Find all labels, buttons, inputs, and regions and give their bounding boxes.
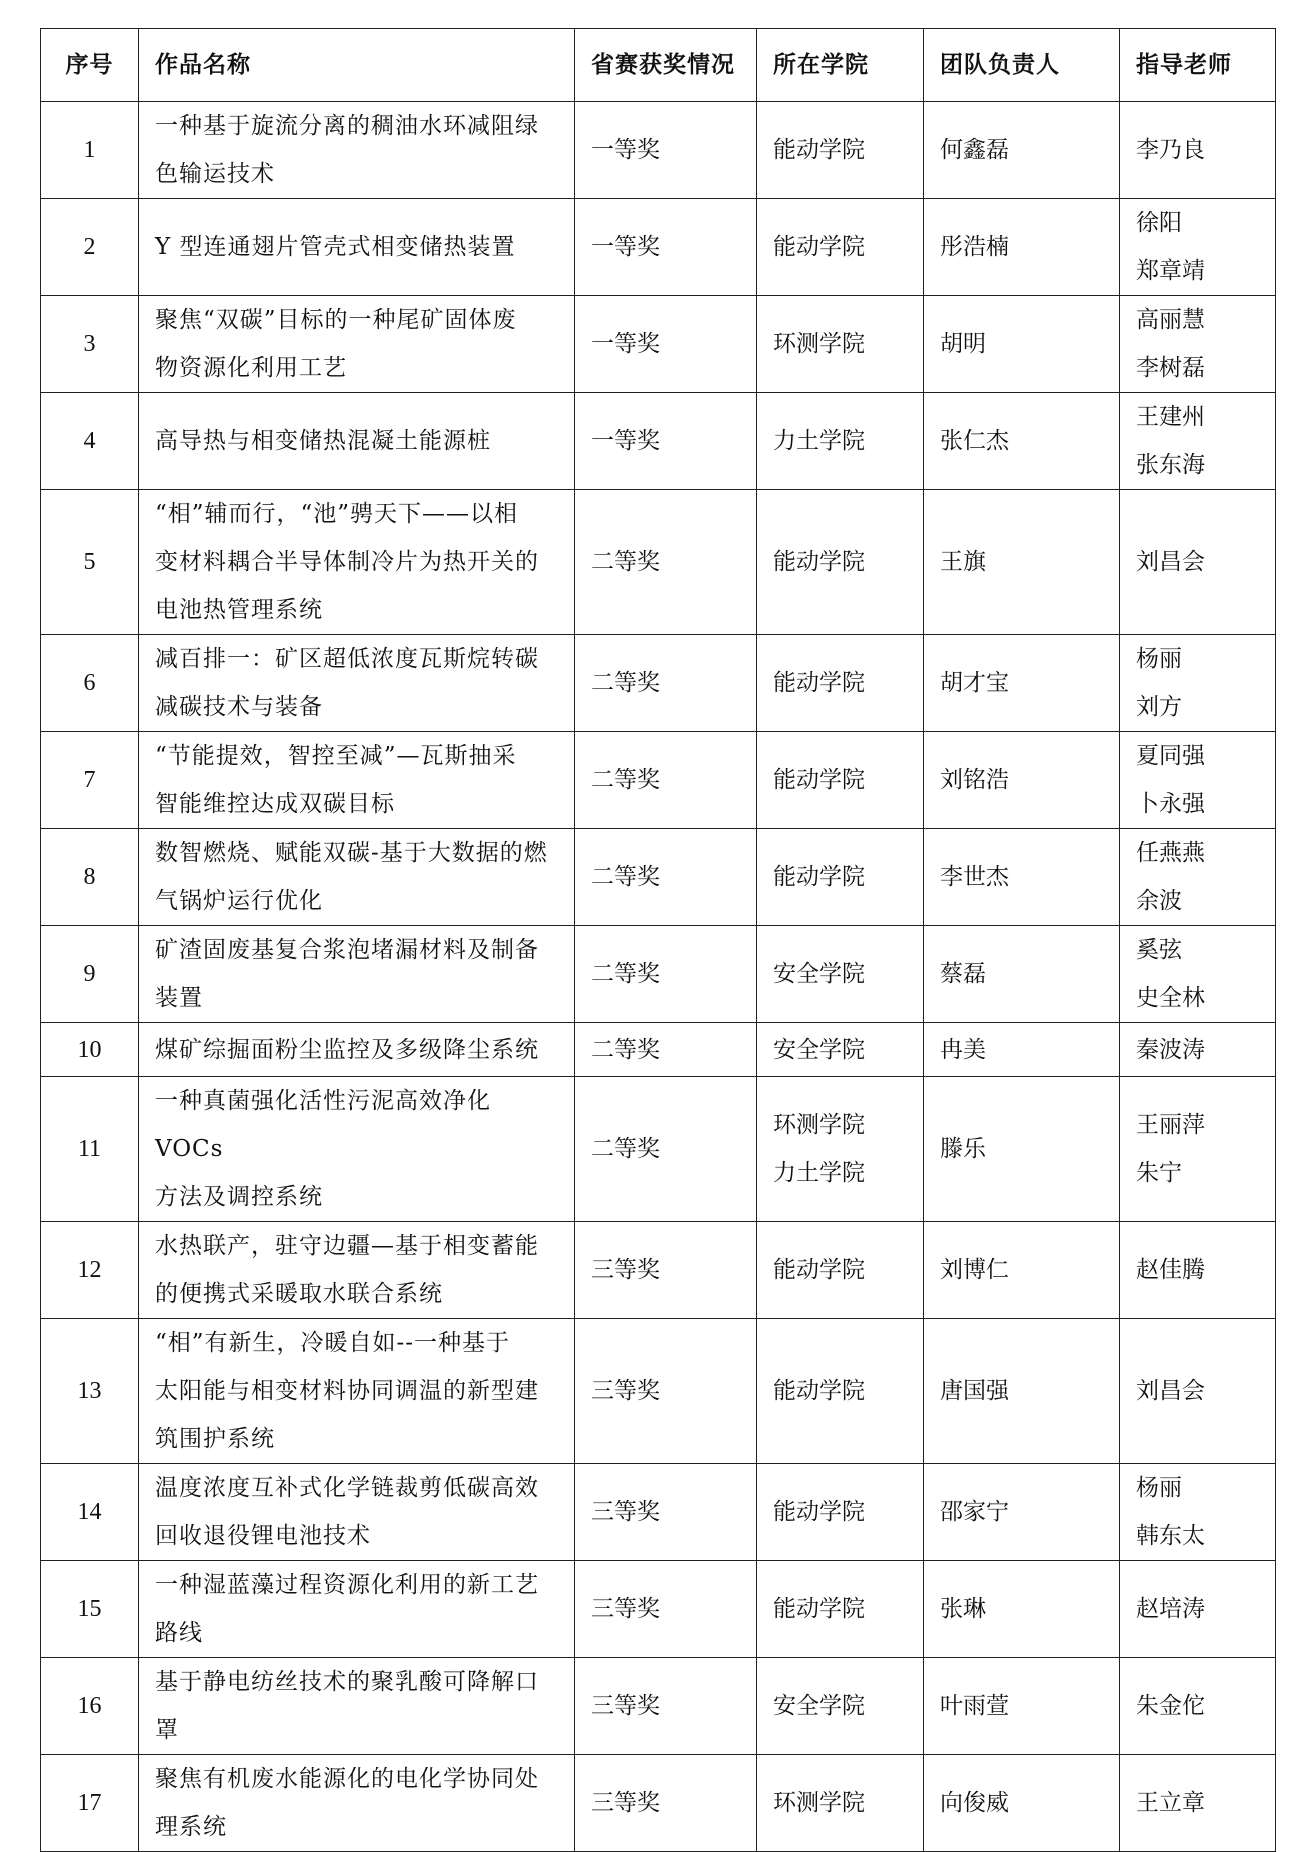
advisor-cell (1120, 490, 1276, 635)
college-line: 能动学院 (773, 234, 865, 260)
advisor-line: 刘昌会 (1136, 549, 1205, 575)
advisor-line: 刘昌会 (1136, 1378, 1205, 1404)
work-title-cell (139, 926, 575, 1023)
advisor-line: 史全林 (1136, 985, 1205, 1011)
table-row (41, 635, 1276, 732)
college-line: 力土学院 (773, 428, 865, 454)
table-row (41, 199, 1276, 296)
college-line: 安全学院 (773, 961, 865, 987)
table-row (41, 1077, 1276, 1222)
work-title-line: 一种湿蓝藻过程资源化利用的新工艺 (155, 1572, 539, 1598)
college-cell (757, 1023, 924, 1077)
college-cell (757, 1464, 924, 1561)
college-cell (757, 1755, 924, 1852)
work-title-line: 变材料耦合半导体制冷片为热开关的 (155, 549, 539, 575)
college-line: 环测学院 (773, 1112, 865, 1138)
table-row (41, 1319, 1276, 1464)
work-title-line: 减碳技术与装备 (155, 694, 323, 720)
work-title-line: 气锅炉运行优化 (155, 888, 323, 914)
advisor-cell (1120, 732, 1276, 829)
award-cell: 二等奖 (575, 490, 757, 635)
team-leader-cell: 向俊威 (924, 1755, 1120, 1852)
college-line: 能动学院 (773, 1596, 865, 1622)
award-cell: 一等奖 (575, 393, 757, 490)
advisor-line: 王立章 (1136, 1790, 1205, 1816)
advisor-line: 杨丽 (1136, 1475, 1182, 1501)
header-number: 序号 (41, 29, 139, 102)
college-line: 环测学院 (773, 1790, 865, 1816)
work-title-cell (139, 1561, 575, 1658)
college-cell (757, 732, 924, 829)
work-title-cell (139, 1023, 575, 1077)
team-leader-cell: 张仁杰 (924, 393, 1120, 490)
advisor-cell (1120, 1222, 1276, 1319)
row-number-cell: 6 (41, 635, 139, 732)
team-leader-cell: 刘铭浩 (924, 732, 1120, 829)
work-title-line: 色输运技术 (155, 161, 275, 187)
award-cell: 三等奖 (575, 1658, 757, 1755)
table-row (41, 102, 1276, 199)
college-cell (757, 1319, 924, 1464)
table-row (41, 1222, 1276, 1319)
college-line: 能动学院 (773, 1378, 865, 1404)
team-leader-cell: 何鑫磊 (924, 102, 1120, 199)
advisor-line: 徐阳 (1136, 210, 1182, 236)
advisor-cell (1120, 1023, 1276, 1077)
work-title-cell (139, 1222, 575, 1319)
table-row (41, 490, 1276, 635)
college-line: 能动学院 (773, 1499, 865, 1525)
table-row (41, 296, 1276, 393)
advisor-line: 韩东太 (1136, 1523, 1205, 1549)
advisor-cell (1120, 296, 1276, 393)
team-leader-cell: 王旗 (924, 490, 1120, 635)
work-title-line: “相”有新生，冷暖自如--一种基于 (155, 1330, 511, 1356)
header-award: 省赛获奖情况 (575, 29, 757, 102)
advisor-cell (1120, 926, 1276, 1023)
team-leader-cell: 冉美 (924, 1023, 1120, 1077)
work-title-cell (139, 1077, 575, 1222)
advisor-line: 夏同强 (1136, 743, 1205, 769)
advisor-line: 郑章靖 (1136, 258, 1205, 284)
work-title-cell (139, 732, 575, 829)
advisor-line: 赵佳腾 (1136, 1257, 1205, 1283)
advisor-line: 刘方 (1136, 694, 1182, 720)
college-cell (757, 490, 924, 635)
row-number-cell: 11 (41, 1077, 139, 1222)
work-title-cell (139, 1658, 575, 1755)
award-cell: 二等奖 (575, 926, 757, 1023)
award-cell: 二等奖 (575, 1023, 757, 1077)
table-row (41, 1561, 1276, 1658)
row-number-cell: 12 (41, 1222, 139, 1319)
award-cell: 三等奖 (575, 1561, 757, 1658)
row-number-cell: 7 (41, 732, 139, 829)
college-cell (757, 926, 924, 1023)
work-title-line: 矿渣固废基复合浆泡堵漏材料及制备 (155, 937, 539, 963)
award-cell: 三等奖 (575, 1464, 757, 1561)
college-line: 能动学院 (773, 864, 865, 890)
award-cell: 一等奖 (575, 199, 757, 296)
row-number-cell: 17 (41, 1755, 139, 1852)
table-body (41, 102, 1276, 1852)
work-title-line: 水热联产，驻守边疆—基于相变蓄能 (155, 1233, 539, 1259)
advisor-line: 余波 (1136, 888, 1182, 914)
advisor-cell (1120, 393, 1276, 490)
advisor-line: 李树磊 (1136, 355, 1205, 381)
college-cell (757, 635, 924, 732)
work-title-line: 一种真菌强化活性污泥高效净化 VOCs (155, 1088, 491, 1162)
work-title-line: 煤矿综掘面粉尘监控及多级降尘系统 (155, 1036, 539, 1063)
work-title-cell (139, 199, 575, 296)
work-title-cell (139, 829, 575, 926)
work-title-cell (139, 490, 575, 635)
advisor-line: 王建州 (1136, 404, 1205, 430)
college-cell (757, 1561, 924, 1658)
college-cell (757, 296, 924, 393)
college-cell (757, 1658, 924, 1755)
award-cell: 一等奖 (575, 296, 757, 393)
work-title-line: 筑围护系统 (155, 1426, 275, 1452)
table-row (41, 1023, 1276, 1077)
row-number-cell: 15 (41, 1561, 139, 1658)
work-title-line: 基于静电纺丝技术的聚乳酸可降解口 (155, 1669, 539, 1695)
advisor-line: 奚弦 (1136, 937, 1182, 963)
award-cell: 三等奖 (575, 1222, 757, 1319)
college-line: 能动学院 (773, 670, 865, 696)
advisor-line: 秦波涛 (1136, 1036, 1205, 1063)
team-leader-cell: 邵家宁 (924, 1464, 1120, 1561)
table-header-row (41, 29, 1276, 102)
header-college: 所在学院 (757, 29, 924, 102)
table-row (41, 926, 1276, 1023)
team-leader-cell: 张琳 (924, 1561, 1120, 1658)
advisor-line: 赵培涛 (1136, 1596, 1205, 1622)
work-title-cell (139, 102, 575, 199)
college-cell (757, 829, 924, 926)
college-cell (757, 102, 924, 199)
work-title-line: 路线 (155, 1620, 203, 1646)
advisor-cell (1120, 199, 1276, 296)
advisor-cell (1120, 829, 1276, 926)
college-cell (757, 1077, 924, 1222)
row-number-cell: 10 (41, 1023, 139, 1077)
college-line: 安全学院 (773, 1036, 865, 1063)
header-advisor: 指导老师 (1120, 29, 1276, 102)
work-title-line: 回收退役锂电池技术 (155, 1523, 371, 1549)
advisor-line: 杨丽 (1136, 646, 1182, 672)
team-leader-cell: 滕乐 (924, 1077, 1120, 1222)
advisor-line: 任燕燕 (1136, 840, 1205, 866)
table-row (41, 393, 1276, 490)
work-title-line: 数智燃烧、赋能双碳-基于大数据的燃 (155, 840, 548, 866)
team-leader-cell: 唐国强 (924, 1319, 1120, 1464)
work-title-cell (139, 1319, 575, 1464)
team-leader-cell: 叶雨萱 (924, 1658, 1120, 1755)
advisor-line: 李乃良 (1136, 137, 1205, 163)
advisor-cell (1120, 1658, 1276, 1755)
table-row (41, 1755, 1276, 1852)
header-team-leader: 团队负责人 (924, 29, 1120, 102)
row-number-cell: 16 (41, 1658, 139, 1755)
college-cell (757, 1222, 924, 1319)
work-title-line: “节能提效，智控至减”—瓦斯抽采 (155, 743, 517, 769)
college-line: 环测学院 (773, 331, 865, 357)
advisor-cell (1120, 1464, 1276, 1561)
table-row (41, 732, 1276, 829)
team-leader-cell: 彤浩楠 (924, 199, 1120, 296)
work-title-cell (139, 296, 575, 393)
award-cell: 三等奖 (575, 1755, 757, 1852)
work-title-line: 物资源化利用工艺 (155, 355, 347, 381)
work-title-line: 聚焦有机废水能源化的电化学协同处 (155, 1766, 539, 1792)
advisor-cell (1120, 635, 1276, 732)
advisor-line: 高丽慧 (1136, 307, 1205, 333)
row-number-cell: 2 (41, 199, 139, 296)
team-leader-cell: 刘博仁 (924, 1222, 1120, 1319)
row-number-cell: 9 (41, 926, 139, 1023)
team-leader-cell: 李世杰 (924, 829, 1120, 926)
advisor-cell (1120, 1755, 1276, 1852)
advisor-cell (1120, 1561, 1276, 1658)
work-title-line: 理系统 (155, 1814, 227, 1840)
advisor-line: 王丽萍 (1136, 1112, 1205, 1138)
row-number-cell: 4 (41, 393, 139, 490)
college-line: 能动学院 (773, 1257, 865, 1283)
college-line: 能动学院 (773, 549, 865, 575)
row-number-cell: 1 (41, 102, 139, 199)
award-cell: 一等奖 (575, 102, 757, 199)
work-title-cell (139, 1755, 575, 1852)
work-title-cell (139, 635, 575, 732)
advisor-line: 卜永强 (1136, 791, 1205, 817)
work-title-cell (139, 1464, 575, 1561)
team-leader-cell: 胡明 (924, 296, 1120, 393)
college-cell (757, 393, 924, 490)
row-number-cell: 5 (41, 490, 139, 635)
table-row (41, 1464, 1276, 1561)
header-work-title: 作品名称 (139, 29, 575, 102)
work-title-cell (139, 393, 575, 490)
advisor-cell (1120, 1319, 1276, 1464)
work-title-line: 太阳能与相变材料协同调温的新型建 (155, 1378, 539, 1404)
work-title-line: 减百排一：矿区超低浓度瓦斯烷转碳 (155, 646, 539, 672)
table-row (41, 829, 1276, 926)
award-cell: 二等奖 (575, 635, 757, 732)
team-leader-cell: 胡才宝 (924, 635, 1120, 732)
college-line: 能动学院 (773, 767, 865, 793)
row-number-cell: 8 (41, 829, 139, 926)
work-title-line: 方法及调控系统 (155, 1184, 323, 1210)
award-cell: 二等奖 (575, 732, 757, 829)
work-title-line: 智能维控达成双碳目标 (155, 791, 395, 817)
award-cell: 三等奖 (575, 1319, 757, 1464)
advisor-cell (1120, 1077, 1276, 1222)
work-title-line: 电池热管理系统 (155, 597, 323, 623)
college-line: 力土学院 (773, 1160, 865, 1186)
work-title-line: Y 型连通翅片管壳式相变储热装置 (155, 234, 516, 260)
work-title-line: 高导热与相变储热混凝土能源桩 (155, 428, 491, 454)
advisor-line: 朱宁 (1136, 1160, 1182, 1186)
work-title-line: 罩 (155, 1717, 179, 1743)
awards-table (40, 28, 1276, 1852)
row-number-cell: 14 (41, 1464, 139, 1561)
table-row (41, 1658, 1276, 1755)
work-title-line: 温度浓度互补式化学链裁剪低碳高效 (155, 1475, 539, 1501)
work-title-line: 的便携式采暖取水联合系统 (155, 1281, 443, 1307)
work-title-line: 装置 (155, 985, 203, 1011)
advisor-cell (1120, 102, 1276, 199)
work-title-line: 一种基于旋流分离的稠油水环减阻绿 (155, 113, 539, 139)
advisor-line: 朱金佗 (1136, 1693, 1205, 1719)
work-title-line: “相”辅而行，“池”骋天下——以相 (155, 501, 519, 527)
row-number-cell: 3 (41, 296, 139, 393)
advisor-line: 张东海 (1136, 452, 1205, 478)
college-cell (757, 199, 924, 296)
award-cell: 二等奖 (575, 829, 757, 926)
team-leader-cell: 蔡磊 (924, 926, 1120, 1023)
college-line: 能动学院 (773, 137, 865, 163)
college-line: 安全学院 (773, 1693, 865, 1719)
row-number-cell: 13 (41, 1319, 139, 1464)
work-title-line: 聚焦“双碳”目标的一种尾矿固体废 (155, 307, 517, 333)
award-cell: 二等奖 (575, 1077, 757, 1222)
